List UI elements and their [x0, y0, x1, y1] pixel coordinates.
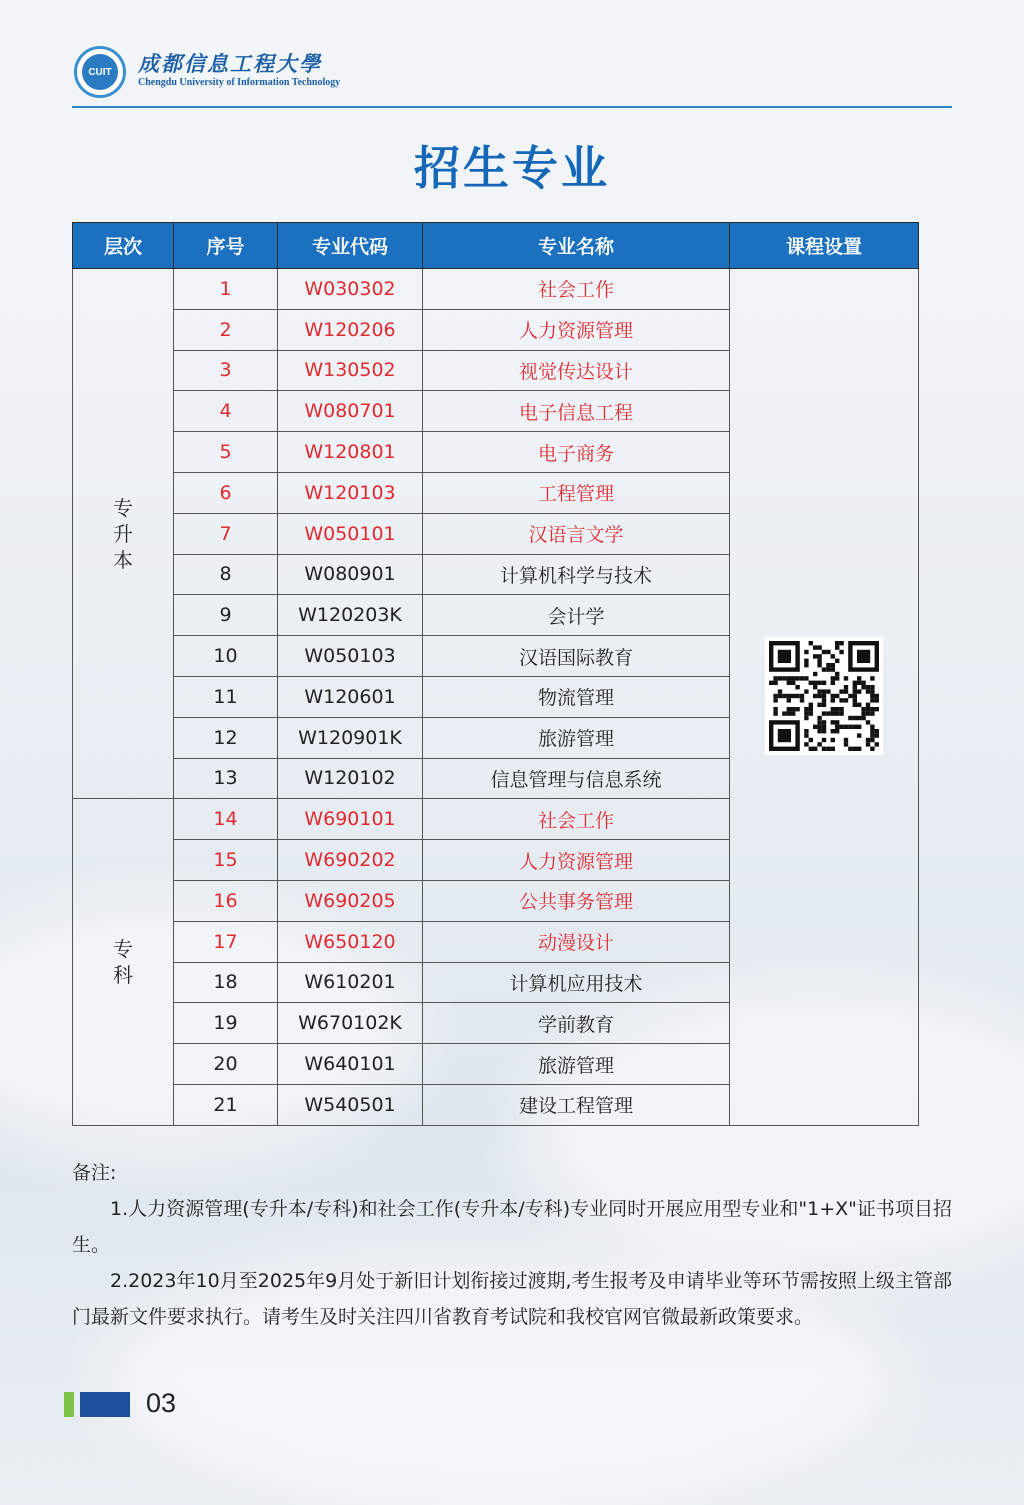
notes-section: [72, 1155, 952, 1335]
courses-cell: [730, 269, 919, 1126]
major-code: W030302: [278, 269, 423, 310]
page-header: [72, 40, 952, 110]
table-header-row: [73, 223, 919, 269]
row-number: 13: [174, 758, 278, 799]
major-code: W120206: [278, 309, 423, 350]
major-code: W610201: [278, 962, 423, 1003]
major-code: W120102: [278, 758, 423, 799]
page-number: 03: [146, 1388, 177, 1418]
major-code: W690101: [278, 799, 423, 840]
footer-accent-blue: [80, 1392, 130, 1417]
level-label: 专升本: [113, 495, 133, 572]
row-number: 5: [174, 432, 278, 473]
major-name: 汉语国际教育: [423, 636, 730, 677]
row-number: 11: [174, 676, 278, 717]
row-number: 4: [174, 391, 278, 432]
row-number: 3: [174, 350, 278, 391]
school-name-en: Chengdu University of Information Technology: [138, 77, 341, 88]
header-courses: 课程设置: [730, 223, 919, 269]
major-name: 公共事务管理: [423, 880, 730, 921]
header-name: 专业名称: [423, 223, 730, 269]
major-name: 计算机应用技术: [423, 962, 730, 1003]
row-number: 10: [174, 636, 278, 677]
row-number: 14: [174, 799, 278, 840]
major-code: W670102K: [278, 1003, 423, 1044]
major-name: 建设工程管理: [423, 1084, 730, 1125]
notes-heading: 备注:: [72, 1162, 117, 1184]
logo-text: CUIT: [82, 54, 118, 90]
majors-table: [72, 222, 919, 1126]
major-name: 视觉传达设计: [423, 350, 730, 391]
major-code: W540501: [278, 1084, 423, 1125]
header-number: 序号: [174, 223, 278, 269]
major-name: 物流管理: [423, 676, 730, 717]
major-name: 汉语言文学: [423, 513, 730, 554]
row-number: 17: [174, 921, 278, 962]
row-number: 6: [174, 472, 278, 513]
major-name: 旅游管理: [423, 1044, 730, 1085]
row-number: 8: [174, 554, 278, 595]
major-code: W120103: [278, 472, 423, 513]
row-number: 7: [174, 513, 278, 554]
row-number: 15: [174, 840, 278, 881]
note-item-2: 2.2023年10月至2025年9月处于新旧计划衔接过渡期,考生报考及申请毕业等环节需按照上级主管部门最新文件要求执行。请考生及时关注四川省教育考试院和我校官网官微最新政策要求。: [72, 1270, 952, 1328]
level-upgrade: [73, 269, 174, 799]
level-label: 专科: [113, 937, 133, 988]
major-code: W640101: [278, 1044, 423, 1085]
major-name: 人力资源管理: [423, 840, 730, 881]
row-number: 1: [174, 269, 278, 310]
row-number: 16: [174, 880, 278, 921]
row-number: 18: [174, 962, 278, 1003]
major-code: W080701: [278, 391, 423, 432]
header-code: 专业代码: [278, 223, 423, 269]
row-number: 21: [174, 1084, 278, 1125]
table-row: [73, 269, 919, 310]
note-item-1: 1.人力资源管理(专升本/专科)和社会工作(专升本/专科)专业同时开展应用型专业和"1+X"证书项目招生。: [72, 1198, 952, 1256]
footer-accent-green: [64, 1392, 74, 1417]
row-number: 2: [174, 309, 278, 350]
major-name: 社会工作: [423, 799, 730, 840]
major-code: W650120: [278, 921, 423, 962]
level-college: [73, 799, 174, 1125]
major-name: 学前教育: [423, 1003, 730, 1044]
university-logo: [74, 46, 126, 98]
major-code: W690202: [278, 840, 423, 881]
school-name-cn: 成都信息工程大學: [138, 51, 322, 76]
major-name: 人力资源管理: [423, 309, 730, 350]
row-number: 20: [174, 1044, 278, 1085]
major-code: W120801: [278, 432, 423, 473]
row-number: 19: [174, 1003, 278, 1044]
header-level: 层次: [73, 223, 174, 269]
header-divider: [72, 106, 952, 108]
major-name: 旅游管理: [423, 717, 730, 758]
major-name: 社会工作: [423, 269, 730, 310]
row-number: 12: [174, 717, 278, 758]
major-code: W120203K: [278, 595, 423, 636]
major-code: W690205: [278, 880, 423, 921]
qr-code-icon[interactable]: [765, 637, 883, 755]
major-code: W130502: [278, 350, 423, 391]
major-code: W120601: [278, 676, 423, 717]
major-code: W050103: [278, 636, 423, 677]
major-code: W120901K: [278, 717, 423, 758]
row-number: 9: [174, 595, 278, 636]
major-code: W050101: [278, 513, 423, 554]
major-code: W080901: [278, 554, 423, 595]
major-name: 动漫设计: [423, 921, 730, 962]
major-name: 工程管理: [423, 472, 730, 513]
major-name: 信息管理与信息系统: [423, 758, 730, 799]
page-title: 招生专业: [414, 141, 610, 195]
major-name: 电子信息工程: [423, 391, 730, 432]
major-name: 计算机科学与技术: [423, 554, 730, 595]
major-name: 电子商务: [423, 432, 730, 473]
major-name: 会计学: [423, 595, 730, 636]
